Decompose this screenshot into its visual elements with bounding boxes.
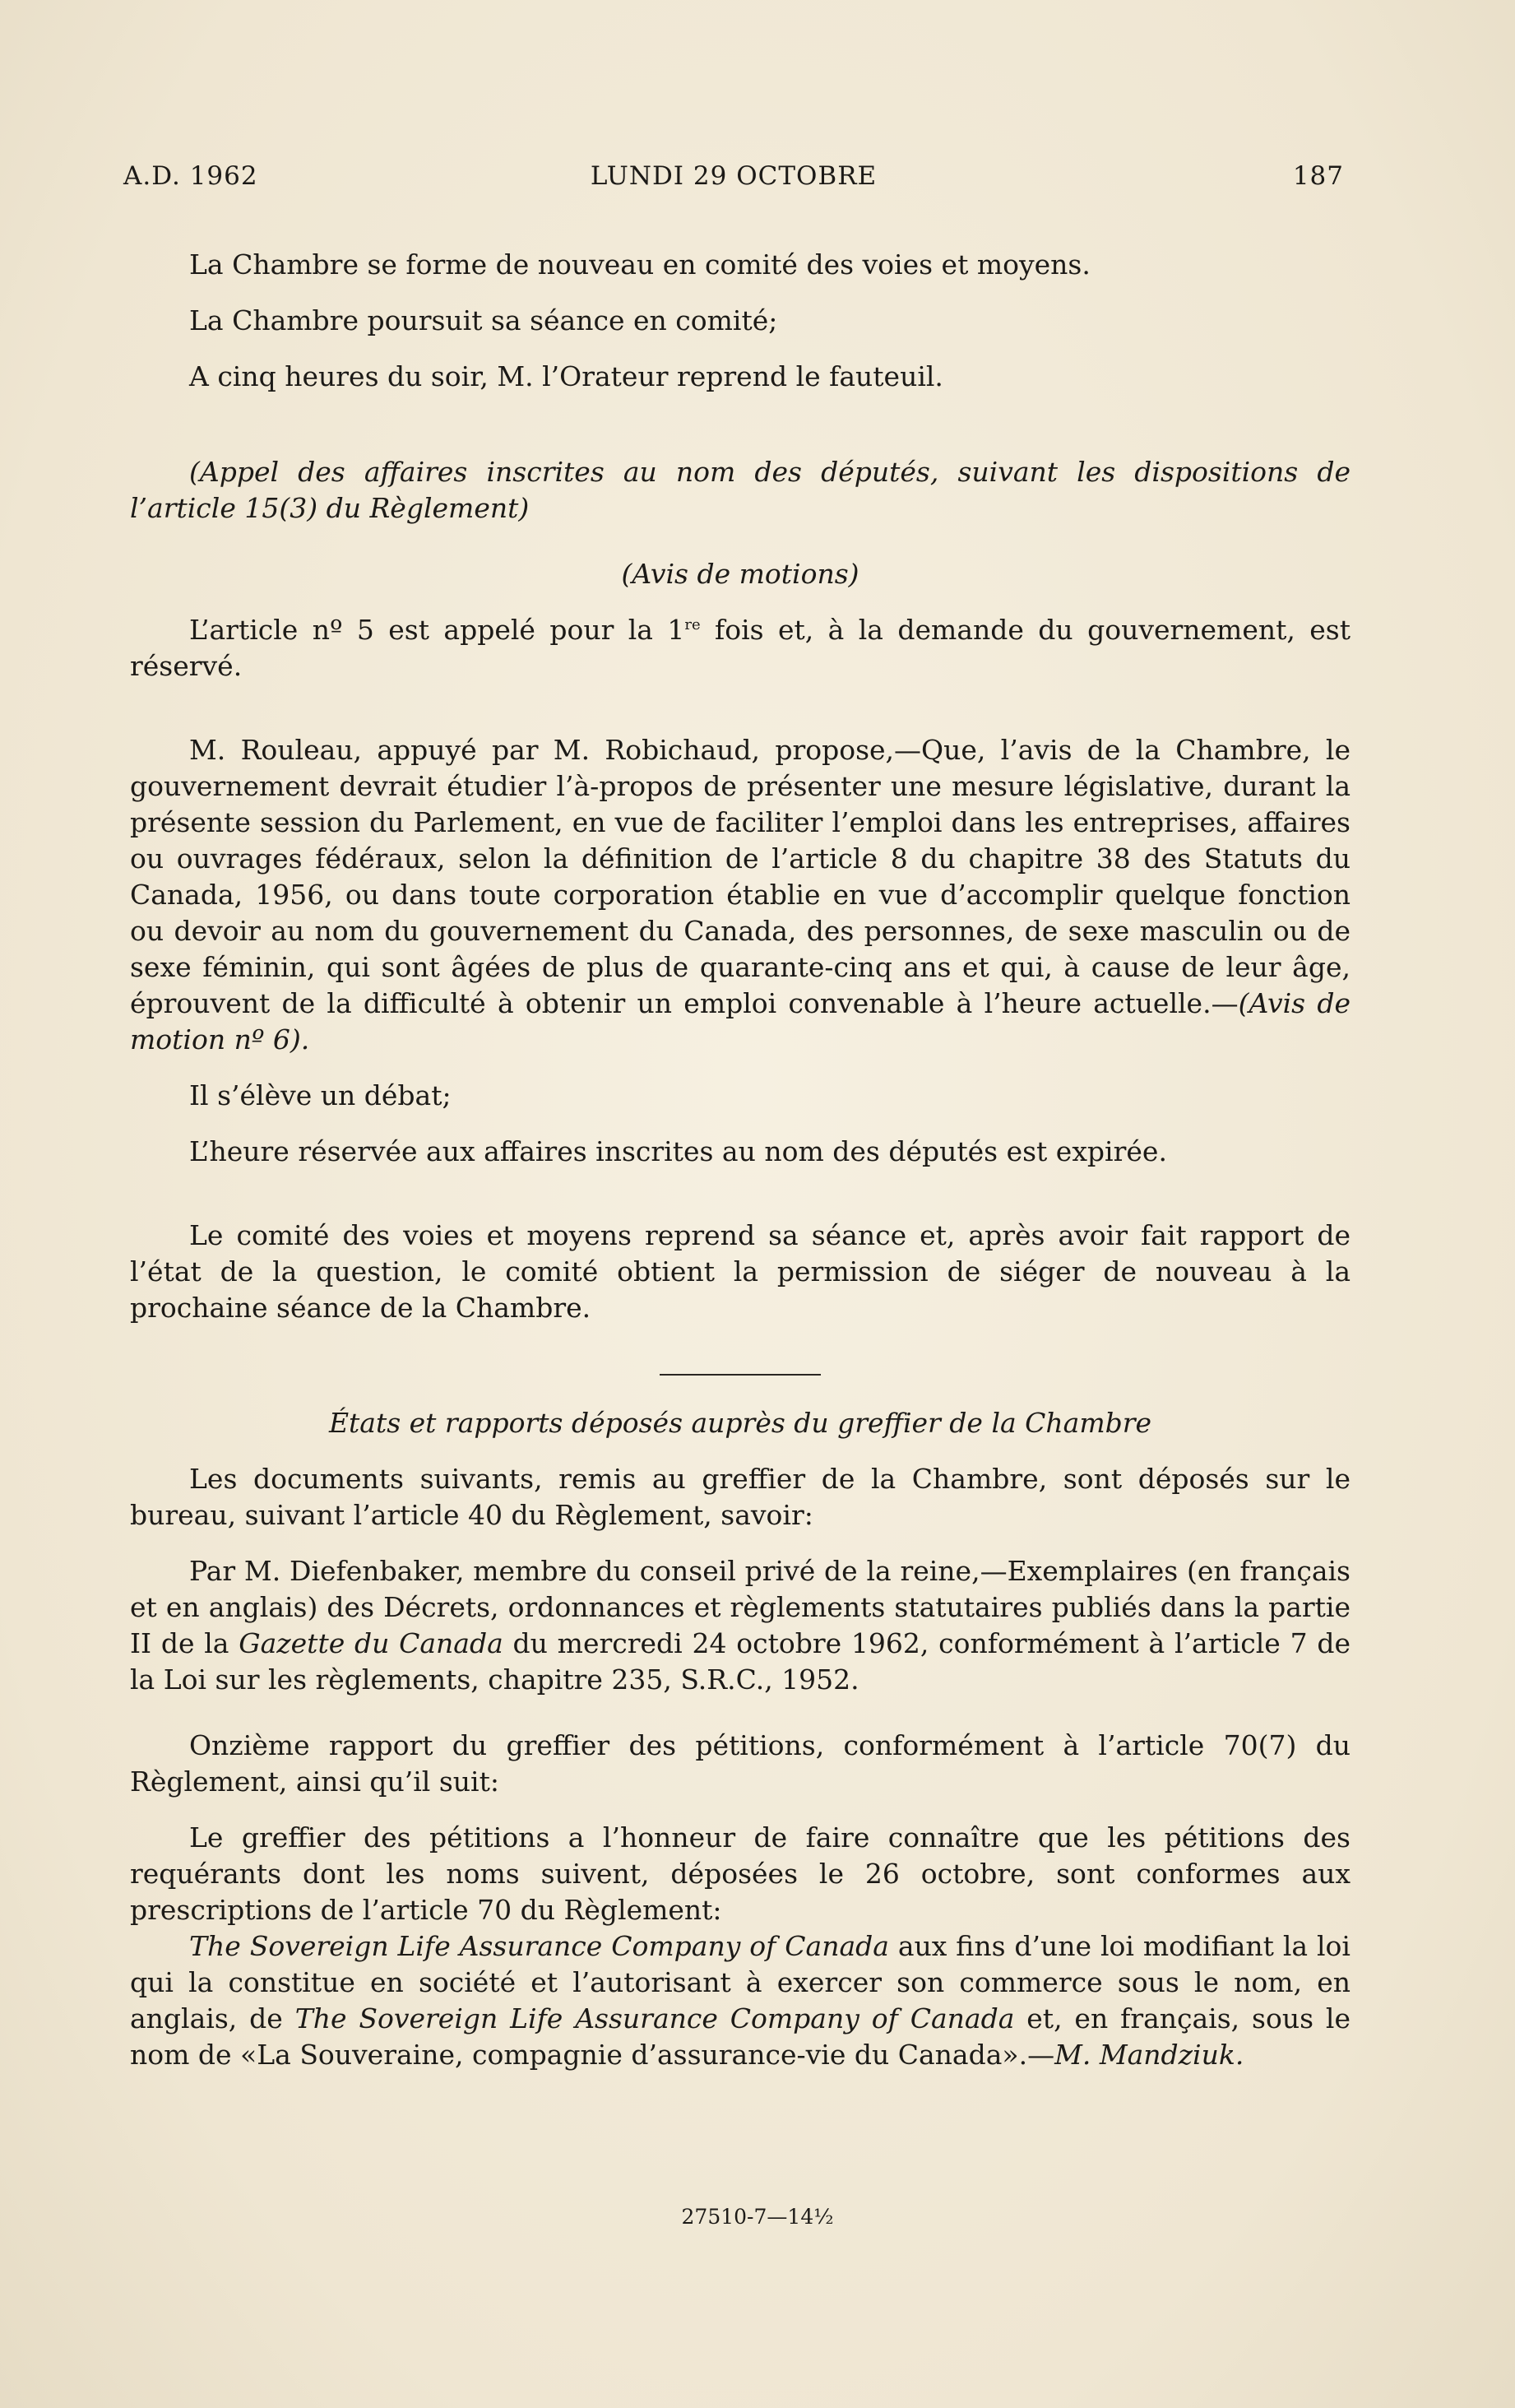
- paragraph-documents-tabled: Les documents suivants, remis au greffier de la Chambre, sont déposés sur le bureau, suivant l’article 40 du Règlement, savoir:: [130, 1463, 1351, 1531]
- paragraph-diefenbaker-tabling: Par M. Diefenbaker, membre du conseil privé de la reine,—Exemplaires (en français et en anglais) des Décrets, ordonnances et règlements statutaires publiés dans la partie II de la Gazette du Canada du mercredi 24 octobre 1962, conformément à l’article 7 de la Loi sur les règlements, chapitre 235, S.R.C., 1952.: [130, 1555, 1351, 1696]
- paragraph-private-members-note: (Appel des affaires inscrites au nom des députés, suivant les dispositions de l’article 15(3) du Règlement): [130, 456, 1351, 524]
- paragraph-sovereign-life: The Sovereign Life Assurance Company of Canada aux fins d’une loi modifiant la loi qui la constitue en société et l’autorisant à exercer son commerce sous le nom, en anglais, de The Sovereign Life Assurance Company of Canada et, en français, sous le nom de «La Souveraine, compagnie d’assurance-vie du Canada».—M. Mandziuk.: [130, 1930, 1351, 2071]
- paragraph-debate: Il s’élève un débat;: [189, 1079, 452, 1111]
- paragraph-committee-report: Le comité des voies et moyens reprend sa séance et, après avoir fait rapport de l’état de la question, le comité obtient la permission de siéger de nouveau à la prochaine séance de la Chambre.: [130, 1219, 1351, 1324]
- paragraph-petitions-conform: Le greffier des pétitions a l’honneur de faire connaître que les pétitions des requérants dont les noms suivent, déposées le 26 octobre, sont conformes aux prescriptions de l’article 70 du Règlement:: [130, 1821, 1351, 1926]
- paragraph-item-reserved: L’article nº 5 est appelé pour la 1re fois et, à la demande du gouvernement, est réservé.: [130, 614, 1351, 682]
- paragraph-petitions-report: Onzième rapport du greffier des pétitions, conformément à l’article 70(7) du Règlement, ainsi qu’il suit:: [130, 1729, 1351, 1798]
- paragraph-speaker-resumes: A cinq heures du soir, M. l’Orateur reprend le fauteuil.: [189, 360, 943, 392]
- paragraph-committee-forms: La Chambre se forme de nouveau en comité des voies et moyens.: [189, 248, 1091, 281]
- paragraph-rouleau-motion: M. Rouleau, appuyé par M. Robichaud, propose,—Que, l’avis de la Chambre, le gouvernement devrait étudier l’à-propos de présenter une mesure législative, durant la présente session du Parlement, en vue de faciliter l’emploi dans les entreprises, affaires ou ouvrages fédéraux, selon la définition de l’article 8 du chapitre 38 des Statuts du Canada, 1956, ou dans toute corporation établie en vue d’accomplir quelque fonction ou devoir au nom du gouvernement du Canada, des personnes, de sexe masculin ou de sexe féminin, qui sont âgées de plus de quarante-cinq ans et qui, à cause de leur âge, éprouvent de la difficulté à obtenir un emploi convenable à l’heure actuelle.—(Avis de motion nº 6).: [130, 734, 1351, 1056]
- subheading-notices-of-motion: (Avis de motions): [621, 558, 859, 590]
- page-number: 187: [1292, 161, 1344, 191]
- paragraph-hour-expired: L’heure réservée aux affaires inscrites au nom des députés est expirée.: [189, 1135, 1167, 1167]
- document-body: [130, 247, 1351, 2073]
- paragraph-committee-continues: La Chambre poursuit sa séance en comité;: [189, 304, 778, 336]
- printer-code: 27510-7—14½: [681, 2205, 834, 2229]
- section-title: États et rapports déposés auprès du greffier de la Chambre: [328, 1407, 1152, 1439]
- running-header: [123, 161, 1344, 201]
- header-year: A.D. 1962: [123, 161, 258, 191]
- header-date: LUNDI 29 OCTOBRE: [590, 161, 878, 191]
